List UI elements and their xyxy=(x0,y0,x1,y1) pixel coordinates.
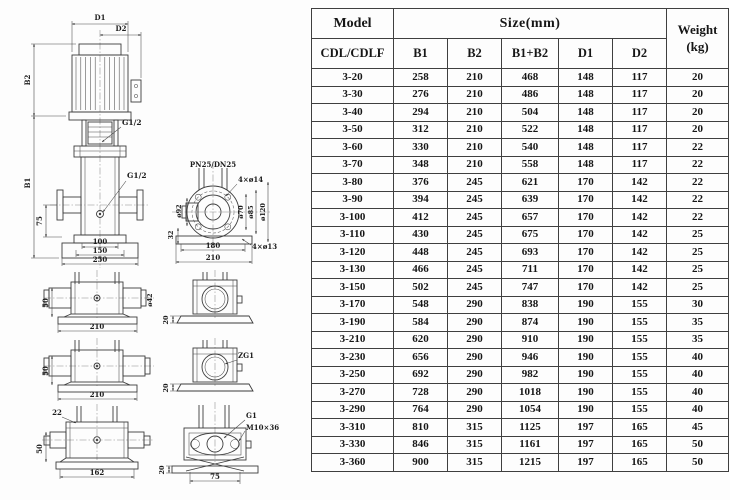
cell-d2: 142 xyxy=(613,261,667,279)
side2-20-label: 20 xyxy=(162,383,170,393)
cell-b2: 210 xyxy=(448,86,502,104)
table-body xyxy=(312,69,729,472)
dim-100-label: 100 xyxy=(92,237,108,246)
cell-b2: 315 xyxy=(448,436,502,454)
table-row xyxy=(312,139,729,157)
cell-b2: 245 xyxy=(448,244,502,262)
flange-title-label: PN25/DN25 xyxy=(189,160,237,169)
cell-weight: 20 xyxy=(667,104,729,122)
cell-b2: 210 xyxy=(448,69,502,87)
table-row xyxy=(312,209,729,227)
cell-d2: 142 xyxy=(613,209,667,227)
table-row xyxy=(312,156,729,174)
cell-model: 3-230 xyxy=(312,349,394,367)
cell-d1: 197 xyxy=(559,419,613,437)
cell-b1b2: 657 xyxy=(502,209,559,227)
sec3-50-label: 50 xyxy=(35,444,44,454)
col-header-weight xyxy=(667,9,729,69)
bolt-14-label: 4×ø14 xyxy=(238,175,264,184)
table-row xyxy=(312,401,729,419)
cell-model: 3-130 xyxy=(312,261,394,279)
table-row xyxy=(312,121,729,139)
cell-d2: 165 xyxy=(613,454,667,472)
spec-table xyxy=(311,8,729,472)
cell-b2: 210 xyxy=(448,121,502,139)
bolt-13-label: 4×ø13 xyxy=(252,242,278,251)
cell-b1: 620 xyxy=(394,331,448,349)
dim-d2-label: D2 xyxy=(115,24,127,33)
table-row xyxy=(312,366,729,384)
table-row xyxy=(312,384,729,402)
dim-b1-label: B1 xyxy=(23,177,32,189)
sec1-dia42-label: ø42 xyxy=(146,293,154,307)
sec3-162-label: 162 xyxy=(89,468,105,477)
cell-model: 3-60 xyxy=(312,139,394,157)
cell-b1b2: 504 xyxy=(502,104,559,122)
cell-d1: 148 xyxy=(559,139,613,157)
table-row xyxy=(312,419,729,437)
cell-b2: 290 xyxy=(448,331,502,349)
cell-b2: 210 xyxy=(448,104,502,122)
dim-250-label: 250 xyxy=(92,255,108,264)
cell-weight: 25 xyxy=(667,226,729,244)
cell-b1b2: 946 xyxy=(502,349,559,367)
cell-weight: 40 xyxy=(667,366,729,384)
technical-drawing xyxy=(0,0,310,500)
cell-b1b2: 1018 xyxy=(502,384,559,402)
cell-d1: 148 xyxy=(559,121,613,139)
cell-model: 3-210 xyxy=(312,331,394,349)
side2-zg1-label: ZG1 xyxy=(238,351,254,360)
table-row xyxy=(312,174,729,192)
size-weight-table xyxy=(311,8,729,472)
cell-d2: 165 xyxy=(613,436,667,454)
cell-d1: 170 xyxy=(559,191,613,209)
cell-weight: 35 xyxy=(667,314,729,332)
col-header-model: Model xyxy=(312,9,394,39)
table-row xyxy=(312,86,729,104)
cell-b1b2: 639 xyxy=(502,191,559,209)
cell-d2: 117 xyxy=(613,139,667,157)
cell-weight: 50 xyxy=(667,454,729,472)
cell-d2: 155 xyxy=(613,384,667,402)
table-row xyxy=(312,104,729,122)
cell-b2: 245 xyxy=(448,279,502,297)
cell-d1: 148 xyxy=(559,69,613,87)
flange-top-view xyxy=(167,160,277,264)
cell-weight: 25 xyxy=(667,261,729,279)
cell-d1: 170 xyxy=(559,174,613,192)
cell-d1: 170 xyxy=(559,226,613,244)
cell-b2: 290 xyxy=(448,349,502,367)
cell-model: 3-150 xyxy=(312,279,394,297)
cell-d1: 148 xyxy=(559,156,613,174)
cell-d2: 117 xyxy=(613,69,667,87)
cell-b2: 245 xyxy=(448,261,502,279)
cell-weight: 22 xyxy=(667,174,729,192)
cell-b1: 502 xyxy=(394,279,448,297)
cell-b1b2: 1161 xyxy=(502,436,559,454)
cell-d2: 165 xyxy=(613,419,667,437)
cell-b1: 412 xyxy=(394,209,448,227)
weight-label-line1: Weight xyxy=(677,21,718,37)
pump-drawing-svg xyxy=(0,0,310,500)
cell-b1: 330 xyxy=(394,139,448,157)
cell-d2: 155 xyxy=(613,349,667,367)
cell-weight: 25 xyxy=(667,279,729,297)
cell-b1: 584 xyxy=(394,314,448,332)
cell-weight: 22 xyxy=(667,139,729,157)
cell-weight: 25 xyxy=(667,244,729,262)
cell-d2: 142 xyxy=(613,191,667,209)
cell-weight: 45 xyxy=(667,419,729,437)
cell-b1: 258 xyxy=(394,69,448,87)
cell-b2: 290 xyxy=(448,401,502,419)
cell-weight: 20 xyxy=(667,121,729,139)
side3-g1-label: G1 xyxy=(246,411,257,420)
side-view-3 xyxy=(158,402,279,484)
dim-32-label: 32 xyxy=(167,230,175,240)
cell-b1b2: 675 xyxy=(502,226,559,244)
cell-b1: 548 xyxy=(394,296,448,314)
cell-b2: 315 xyxy=(448,454,502,472)
dim-210-flange-label: 210 xyxy=(205,253,221,262)
cell-weight: 40 xyxy=(667,349,729,367)
cell-model: 3-290 xyxy=(312,401,394,419)
cell-b1b2: 1215 xyxy=(502,454,559,472)
cell-b2: 290 xyxy=(448,384,502,402)
cell-model: 3-30 xyxy=(312,86,394,104)
dim-180-label: 180 xyxy=(205,241,221,250)
cell-d1: 170 xyxy=(559,244,613,262)
cell-b1b2: 1125 xyxy=(502,419,559,437)
cell-d2: 142 xyxy=(613,174,667,192)
cell-model: 3-100 xyxy=(312,209,394,227)
cell-d1: 197 xyxy=(559,454,613,472)
cell-model: 3-190 xyxy=(312,314,394,332)
table-row xyxy=(312,314,729,332)
cell-model: 3-250 xyxy=(312,366,394,384)
cell-b1b2: 693 xyxy=(502,244,559,262)
side1-20-label: 20 xyxy=(162,315,170,325)
cell-b1b2: 558 xyxy=(502,156,559,174)
col-header-b1b2: B1+B2 xyxy=(502,39,559,69)
cell-b2: 290 xyxy=(448,366,502,384)
cell-model: 3-70 xyxy=(312,156,394,174)
cell-b1b2: 747 xyxy=(502,279,559,297)
cell-model: 3-360 xyxy=(312,454,394,472)
cell-d2: 142 xyxy=(613,226,667,244)
sec1-210-label: 210 xyxy=(89,322,105,331)
table-row xyxy=(312,349,729,367)
cell-b1: 448 xyxy=(394,244,448,262)
cell-b1: 900 xyxy=(394,454,448,472)
cell-weight: 50 xyxy=(667,436,729,454)
cell-b2: 315 xyxy=(448,419,502,437)
cell-b1: 466 xyxy=(394,261,448,279)
side3-m10-label: M10×36 xyxy=(246,423,280,432)
cell-b1b2: 540 xyxy=(502,139,559,157)
side3-20-label: 20 xyxy=(158,465,166,475)
bracket-section-2 xyxy=(41,338,154,401)
cell-d2: 117 xyxy=(613,121,667,139)
cell-d1: 190 xyxy=(559,331,613,349)
cell-b1b2: 468 xyxy=(502,69,559,87)
col-header-size-group: Size(mm) xyxy=(394,9,667,39)
cell-b2: 210 xyxy=(448,139,502,157)
cell-d1: 197 xyxy=(559,436,613,454)
cell-b1: 764 xyxy=(394,401,448,419)
cell-b1b2: 910 xyxy=(502,331,559,349)
cell-d2: 142 xyxy=(613,244,667,262)
pump-elevation-view xyxy=(23,13,150,268)
cell-model: 3-80 xyxy=(312,174,394,192)
cell-b1b2: 1054 xyxy=(502,401,559,419)
cell-weight: 22 xyxy=(667,209,729,227)
cell-b1: 294 xyxy=(394,104,448,122)
sec2-210-label: 210 xyxy=(89,390,105,399)
cell-d2: 117 xyxy=(613,86,667,104)
cell-b1b2: 621 xyxy=(502,174,559,192)
cell-b1b2: 486 xyxy=(502,86,559,104)
cell-b1: 810 xyxy=(394,419,448,437)
cell-weight: 22 xyxy=(667,191,729,209)
bracket-section-1 xyxy=(41,270,154,333)
col-header-model-sub: CDL/CDLF xyxy=(312,39,394,69)
table-row xyxy=(312,261,729,279)
cell-model: 3-110 xyxy=(312,226,394,244)
cell-weight: 20 xyxy=(667,86,729,104)
cell-weight: 40 xyxy=(667,401,729,419)
cell-d2: 155 xyxy=(613,331,667,349)
dim-b2-label: B2 xyxy=(23,74,32,86)
side-view-2 xyxy=(162,338,254,393)
g12-mid-label: G1/2 xyxy=(127,171,147,180)
table-row xyxy=(312,331,729,349)
sec3-22-label: 22 xyxy=(52,408,62,417)
dim-d1-label: D1 xyxy=(94,13,106,22)
bracket-section-3 xyxy=(35,404,154,479)
cell-model: 3-170 xyxy=(312,296,394,314)
cell-d1: 170 xyxy=(559,261,613,279)
dim-150-label: 150 xyxy=(92,246,108,255)
cell-b1b2: 522 xyxy=(502,121,559,139)
table-row xyxy=(312,191,729,209)
cell-weight: 35 xyxy=(667,331,729,349)
cell-model: 3-90 xyxy=(312,191,394,209)
cell-b1b2: 711 xyxy=(502,261,559,279)
cell-d2: 117 xyxy=(613,156,667,174)
cell-model: 3-40 xyxy=(312,104,394,122)
cell-d2: 155 xyxy=(613,296,667,314)
cell-d2: 155 xyxy=(613,314,667,332)
table-row xyxy=(312,226,729,244)
cell-d2: 117 xyxy=(613,104,667,122)
cell-b1b2: 874 xyxy=(502,314,559,332)
dia-92-label: ø92 xyxy=(175,204,183,218)
cell-weight: 30 xyxy=(667,296,729,314)
sec2-50-label: 50 xyxy=(41,366,50,376)
cell-model: 3-270 xyxy=(312,384,394,402)
cell-weight: 40 xyxy=(667,384,729,402)
cell-b1: 394 xyxy=(394,191,448,209)
table-row xyxy=(312,436,729,454)
table-row xyxy=(312,296,729,314)
table-row xyxy=(312,279,729,297)
cell-d1: 190 xyxy=(559,384,613,402)
cell-d1: 148 xyxy=(559,86,613,104)
cell-b2: 290 xyxy=(448,296,502,314)
cell-weight: 22 xyxy=(667,156,729,174)
table-row xyxy=(312,244,729,262)
cell-b1: 656 xyxy=(394,349,448,367)
cell-model: 3-20 xyxy=(312,69,394,87)
side-view-1 xyxy=(162,270,253,325)
dia-85-label: ø85 xyxy=(247,205,255,219)
dia-70-label: ø70 xyxy=(237,205,245,219)
col-header-b2: B2 xyxy=(448,39,502,69)
side3-75-label: 75 xyxy=(210,472,220,481)
cell-model: 3-50 xyxy=(312,121,394,139)
cell-b2: 245 xyxy=(448,209,502,227)
dim-75-label: 75 xyxy=(35,216,44,226)
cell-d1: 148 xyxy=(559,104,613,122)
table-row xyxy=(312,69,729,87)
cell-model: 3-120 xyxy=(312,244,394,262)
g12-top-label: G1/2 xyxy=(122,118,142,127)
cell-model: 3-330 xyxy=(312,436,394,454)
cell-b1b2: 982 xyxy=(502,366,559,384)
cell-b2: 245 xyxy=(448,174,502,192)
cell-b1: 276 xyxy=(394,86,448,104)
table-row xyxy=(312,454,729,472)
cell-b1: 846 xyxy=(394,436,448,454)
cell-d1: 190 xyxy=(559,401,613,419)
cell-b1: 430 xyxy=(394,226,448,244)
col-header-d1: D1 xyxy=(559,39,613,69)
dia-120-label: ø120 xyxy=(259,203,267,221)
cell-b2: 245 xyxy=(448,226,502,244)
cell-d1: 170 xyxy=(559,209,613,227)
cell-d1: 190 xyxy=(559,314,613,332)
cell-weight: 20 xyxy=(667,69,729,87)
cell-b2: 210 xyxy=(448,156,502,174)
cell-b1: 728 xyxy=(394,384,448,402)
cell-b1: 312 xyxy=(394,121,448,139)
cell-d1: 190 xyxy=(559,296,613,314)
col-header-d2: D2 xyxy=(613,39,667,69)
cell-d2: 155 xyxy=(613,366,667,384)
weight-label-line2: (kg) xyxy=(686,38,709,54)
cell-d1: 190 xyxy=(559,349,613,367)
cell-b1: 376 xyxy=(394,174,448,192)
cell-d2: 155 xyxy=(613,401,667,419)
cell-b2: 290 xyxy=(448,314,502,332)
cell-d2: 142 xyxy=(613,279,667,297)
cell-model: 3-310 xyxy=(312,419,394,437)
cell-d1: 170 xyxy=(559,279,613,297)
cell-b1: 692 xyxy=(394,366,448,384)
cell-b2: 245 xyxy=(448,191,502,209)
cell-b1: 348 xyxy=(394,156,448,174)
sec1-50-label: 50 xyxy=(41,298,50,308)
cell-d1: 190 xyxy=(559,366,613,384)
col-header-b1: B1 xyxy=(394,39,448,69)
cell-b1b2: 838 xyxy=(502,296,559,314)
